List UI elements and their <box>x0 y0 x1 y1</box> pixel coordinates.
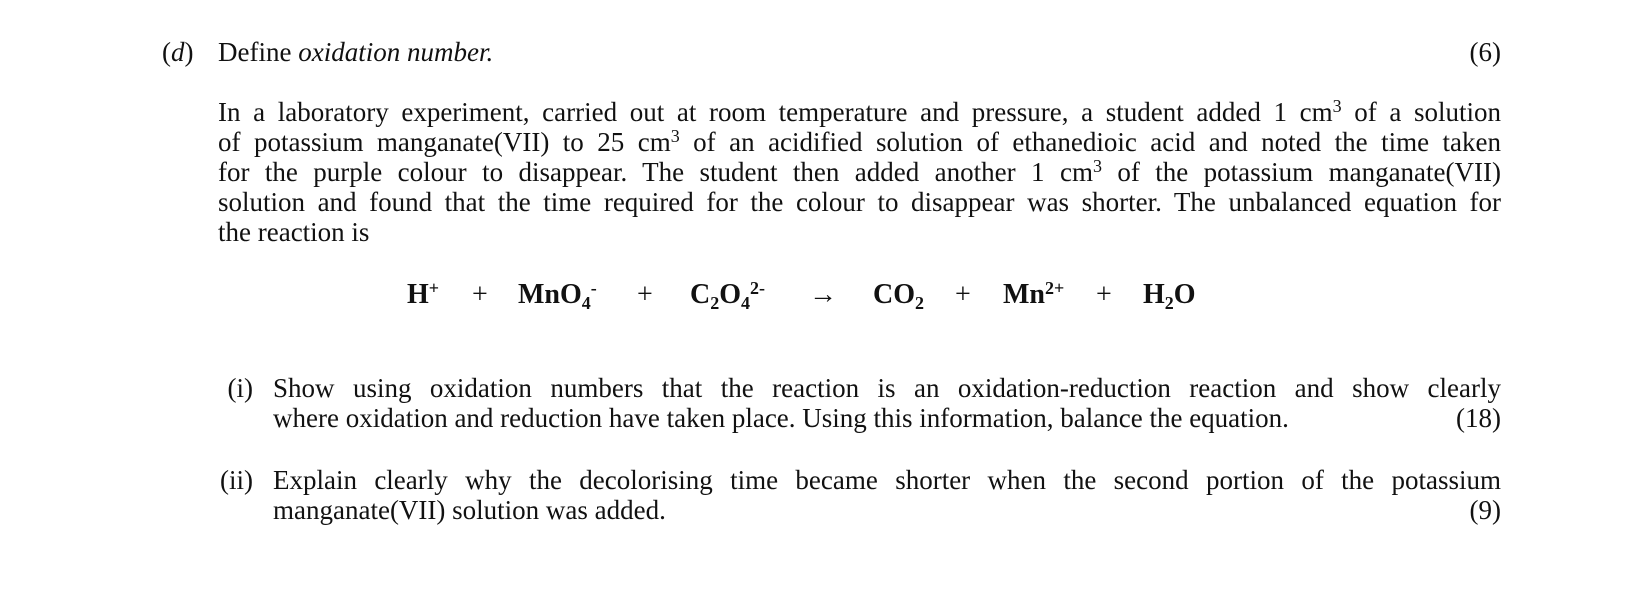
subquestion-ii-line-2: manganate(VII) solution was added. <box>273 495 666 525</box>
question-title-prefix: Define <box>218 37 299 67</box>
question-paragraph <box>218 97 1501 247</box>
question-marks: (6) <box>1469 37 1501 67</box>
subquestion-i-text <box>273 373 1501 433</box>
species-manganese-ion: $Mn^{2+}$ <box>1003 278 1065 310</box>
subquestion-ii-marks: (9) <box>1469 495 1501 525</box>
subquestion-i-marks: (18) <box>1456 403 1501 433</box>
plus-sign-2: + <box>637 279 653 310</box>
species-water: $H_2O$ <box>1143 279 1196 313</box>
reaction-arrow: → <box>809 279 837 310</box>
paragraph-line-3: for the purple colour to disappear. The student then added another 1 $cm^3$ of the potassium manganate(VII) <box>218 156 1501 187</box>
species-permanganate: MnO$_4$- <box>518 278 597 313</box>
paragraph-line-1: In a laboratory experiment, carried out at room temperature and pressure, a student added 1 $cm^3$ of a solution <box>218 96 1501 127</box>
subquestion-i-line-2: where oxidation and reduction have taken place. Using this information, balance the equation. <box>273 403 1289 433</box>
subquestion-ii-label: (ii) <box>220 465 253 495</box>
paragraph-line-4: solution and found that the time required for the colour to disappear was shorter. The unbalanced equation for <box>218 187 1501 217</box>
species-carbon-dioxide: $CO_2$ <box>873 279 924 313</box>
question-title <box>218 37 493 67</box>
question-label: (d) <box>162 37 194 67</box>
question-title-emphasis: oxidation number. <box>298 37 494 67</box>
subquestion-i-line-1: Show using oxidation numbers that the reaction is an oxidation-reduction reaction and show clearly <box>273 373 1501 403</box>
paragraph-line-5: the reaction is <box>218 217 370 247</box>
plus-sign-4: + <box>1096 279 1112 310</box>
question-letter: d <box>171 37 185 67</box>
subquestion-ii-line-1: Explain clearly why the decolorising time became shorter when the second portion of the potassium <box>273 465 1501 495</box>
paragraph-line-2: of potassium manganate(VII) to 25 $cm^3$ of an acidified solution of ethanedioic acid and noted the time taken <box>218 126 1501 157</box>
subquestion-ii-text <box>273 465 1501 525</box>
plus-sign-1: + <box>472 279 488 310</box>
subquestion-i-label: (i) <box>227 373 253 403</box>
species-h-plus: H+ <box>407 278 440 310</box>
plus-sign-3: + <box>955 279 971 310</box>
species-ethanedioate: $C_2O_4^{2-}$ <box>690 278 766 313</box>
